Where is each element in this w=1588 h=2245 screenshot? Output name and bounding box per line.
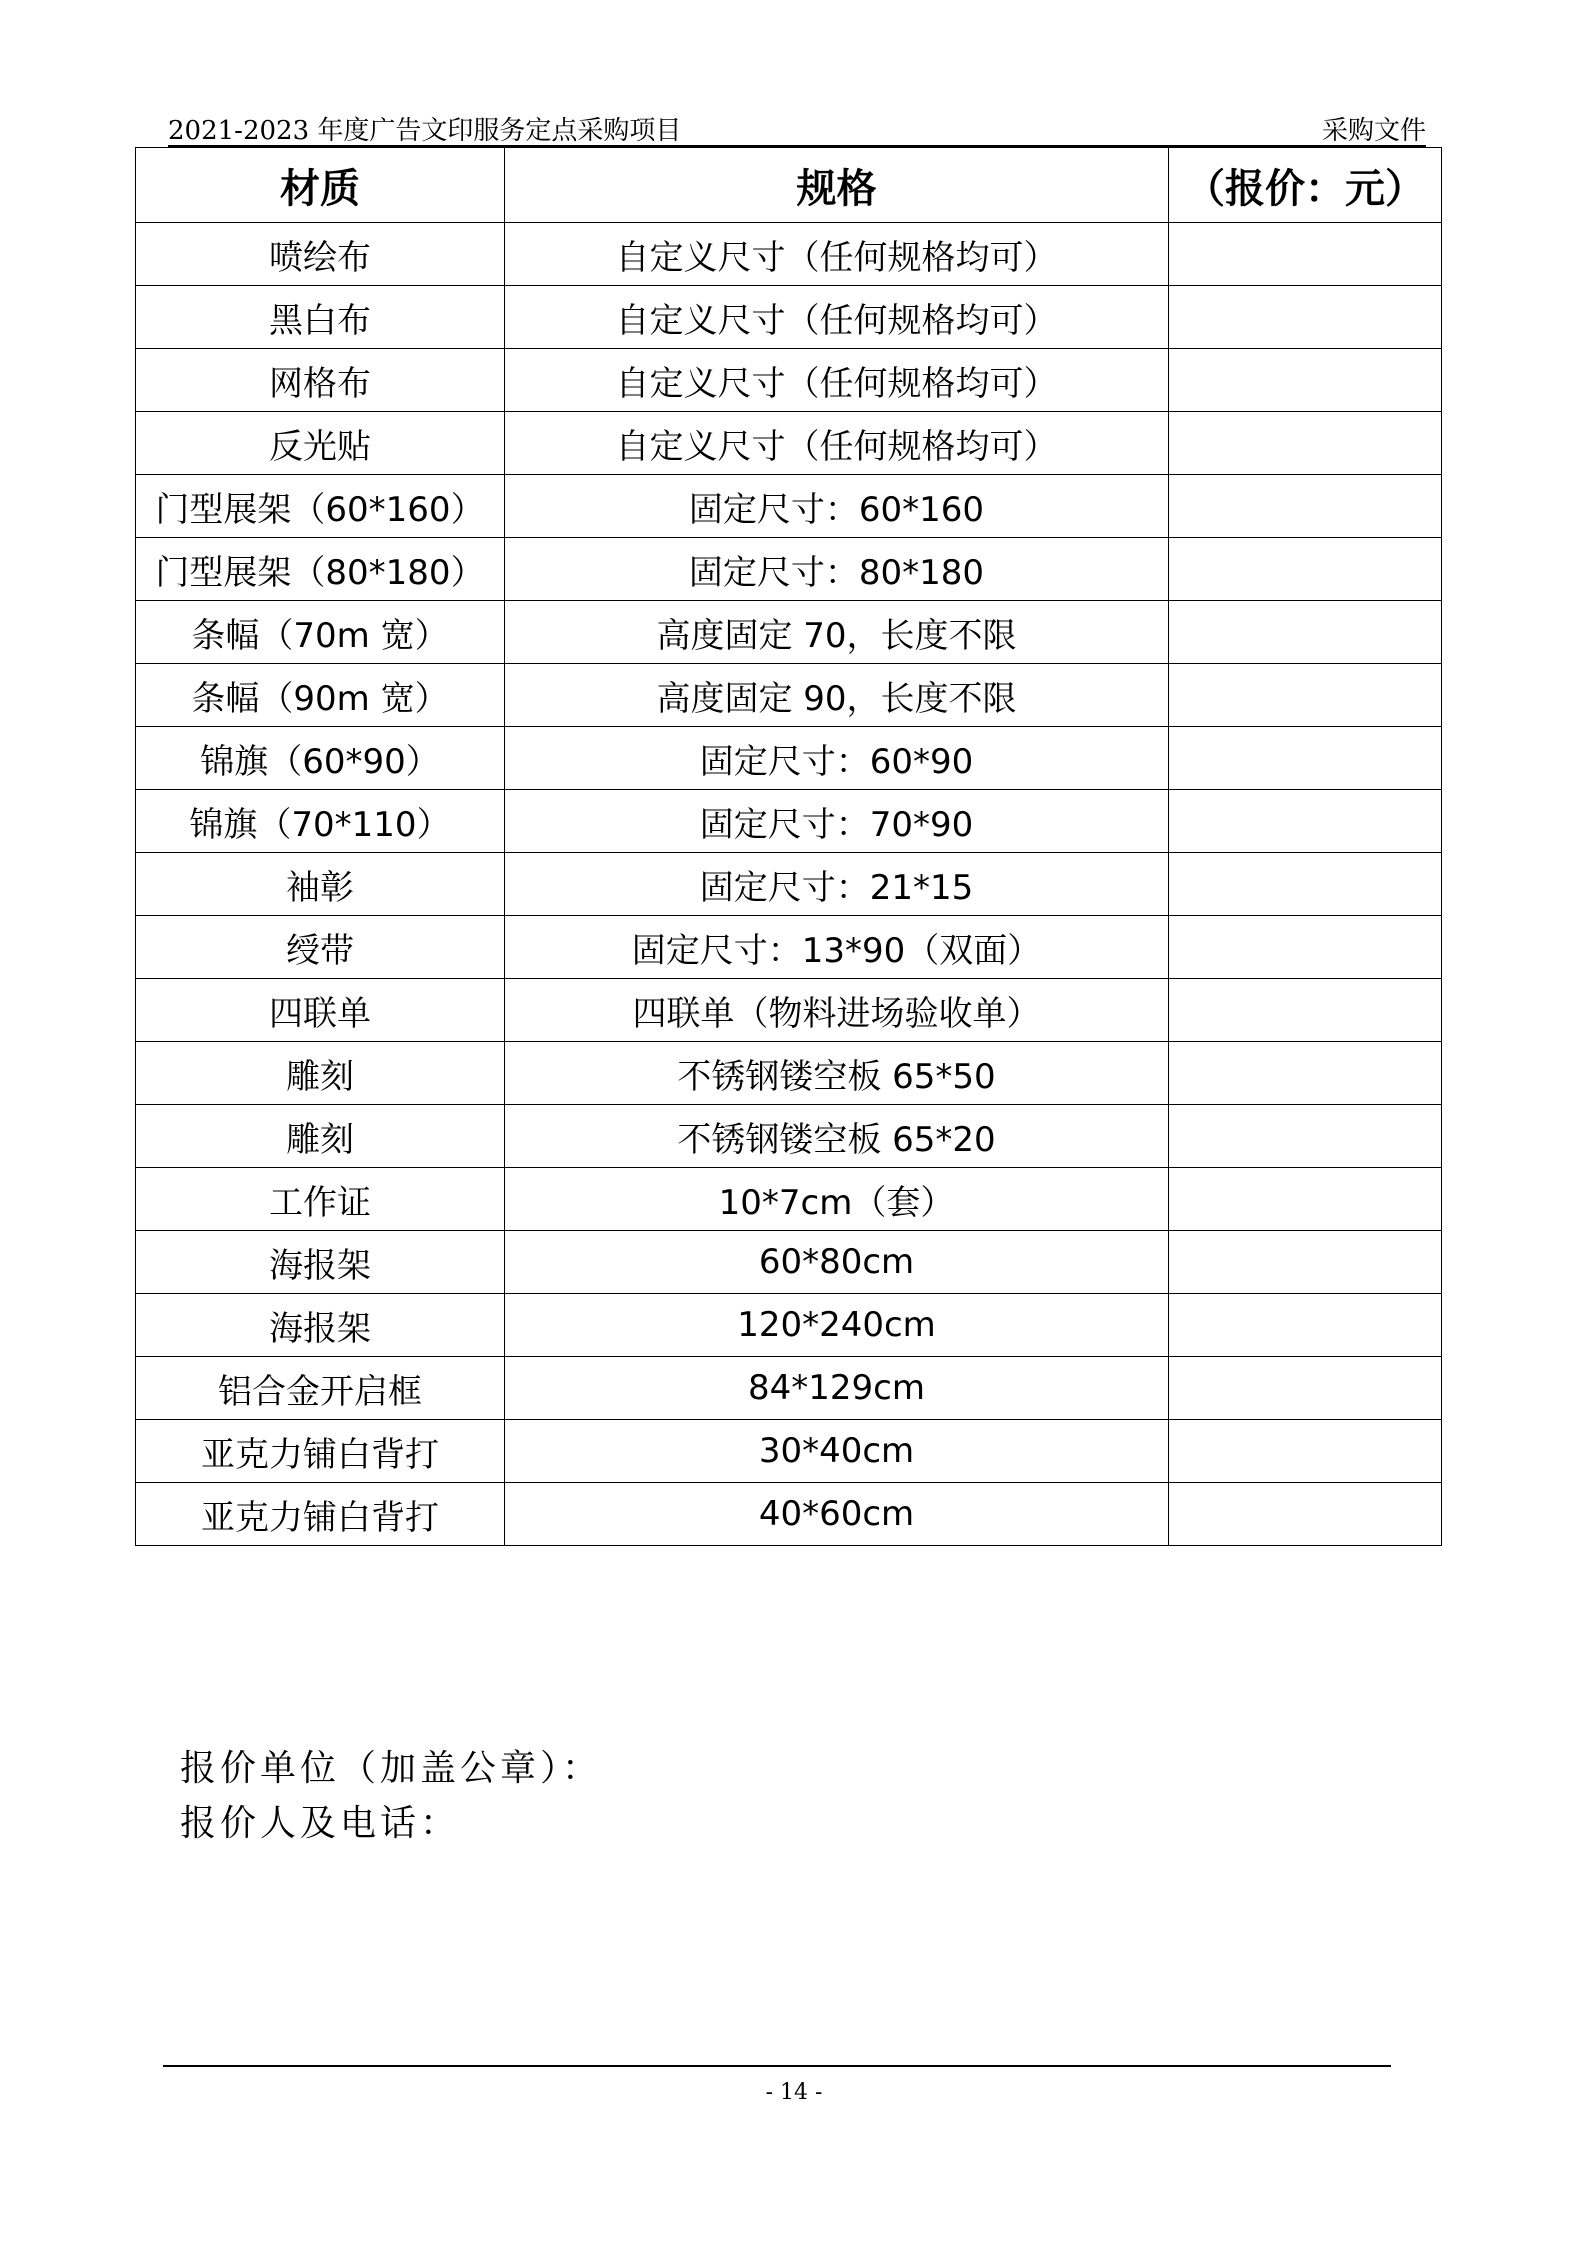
cell-material: 黑白布: [136, 286, 505, 349]
cell-price[interactable]: [1169, 1042, 1442, 1105]
footer-divider: [163, 2065, 1391, 2067]
cell-price[interactable]: [1169, 790, 1442, 853]
cell-price[interactable]: [1169, 1294, 1442, 1357]
cell-material: 喷绘布: [136, 223, 505, 286]
cell-price[interactable]: [1169, 1483, 1442, 1546]
cell-price[interactable]: [1169, 538, 1442, 601]
cell-material: 条幅（70m 宽）: [136, 601, 505, 664]
cell-material: 袖彰: [136, 853, 505, 916]
cell-material: 门型展架（60*160）: [136, 475, 505, 538]
table-row: [136, 1168, 1442, 1231]
cell-price[interactable]: [1169, 853, 1442, 916]
table-row: [136, 727, 1442, 790]
table-row: [136, 979, 1442, 1042]
table-row: [136, 1294, 1442, 1357]
table-header-row: [136, 148, 1442, 223]
column-header-price: （报价：元）: [1169, 148, 1442, 223]
cell-spec: 不锈钢镂空板 65*50: [505, 1042, 1169, 1105]
table-row: [136, 1357, 1442, 1420]
cell-spec: 固定尺寸：13*90（双面）: [505, 916, 1169, 979]
cell-material: 工作证: [136, 1168, 505, 1231]
cell-material: 雕刻: [136, 1105, 505, 1168]
cell-price[interactable]: [1169, 916, 1442, 979]
cell-material: 海报架: [136, 1231, 505, 1294]
table-row: [136, 475, 1442, 538]
cell-price[interactable]: [1169, 349, 1442, 412]
cell-material: 雕刻: [136, 1042, 505, 1105]
cell-material: 亚克力铺白背打: [136, 1483, 505, 1546]
cell-price[interactable]: [1169, 601, 1442, 664]
cell-price[interactable]: [1169, 1168, 1442, 1231]
cell-material: 锦旗（60*90）: [136, 727, 505, 790]
table-row: [136, 1105, 1442, 1168]
table-row: [136, 790, 1442, 853]
cell-spec: 高度固定 90，长度不限: [505, 664, 1169, 727]
column-header-material: 材质: [136, 148, 505, 223]
cell-spec: 自定义尺寸（任何规格均可）: [505, 286, 1169, 349]
cell-spec: 固定尺寸：21*15: [505, 853, 1169, 916]
cell-material: 条幅（90m 宽）: [136, 664, 505, 727]
cell-spec: 自定义尺寸（任何规格均可）: [505, 223, 1169, 286]
cell-material: 网格布: [136, 349, 505, 412]
table-row: [136, 1042, 1442, 1105]
table-row: [136, 664, 1442, 727]
cell-spec: 40*60cm: [505, 1483, 1169, 1546]
cell-spec: 固定尺寸：80*180: [505, 538, 1169, 601]
quoting-unit-label: 报价单位（加盖公章）：: [180, 1748, 603, 1789]
cell-price[interactable]: [1169, 1357, 1442, 1420]
cell-price[interactable]: [1169, 664, 1442, 727]
cell-spec: 固定尺寸：60*160: [505, 475, 1169, 538]
table-row: [136, 286, 1442, 349]
table-row: [136, 349, 1442, 412]
table-row: [136, 916, 1442, 979]
cell-price[interactable]: [1169, 727, 1442, 790]
cell-spec: 60*80cm: [505, 1231, 1169, 1294]
cell-spec: 高度固定 70，长度不限: [505, 601, 1169, 664]
table-row: [136, 223, 1442, 286]
cell-price[interactable]: [1169, 1105, 1442, 1168]
cell-spec: 不锈钢镂空板 65*20: [505, 1105, 1169, 1168]
cell-spec: 30*40cm: [505, 1420, 1169, 1483]
table-row: [136, 853, 1442, 916]
table-row: [136, 601, 1442, 664]
cell-spec: 自定义尺寸（任何规格均可）: [505, 412, 1169, 475]
cell-spec: 四联单（物料进场验收单）: [505, 979, 1169, 1042]
cell-price[interactable]: [1169, 475, 1442, 538]
cell-material: 反光贴: [136, 412, 505, 475]
cell-spec: 固定尺寸：60*90: [505, 727, 1169, 790]
cell-spec: 84*129cm: [505, 1357, 1169, 1420]
cell-material: 绶带: [136, 916, 505, 979]
cell-material: 锦旗（70*110）: [136, 790, 505, 853]
table-row: [136, 1420, 1442, 1483]
cell-material: 四联单: [136, 979, 505, 1042]
cell-spec: 固定尺寸：70*90: [505, 790, 1169, 853]
table-row: [136, 538, 1442, 601]
table-row: [136, 1483, 1442, 1546]
cell-spec: 120*240cm: [505, 1294, 1169, 1357]
table-row: [136, 1231, 1442, 1294]
cell-material: 亚克力铺白背打: [136, 1420, 505, 1483]
cell-spec: 自定义尺寸（任何规格均可）: [505, 349, 1169, 412]
project-title: 2021-2023 年度广告文印服务定点采购项目: [168, 116, 682, 146]
cell-price[interactable]: [1169, 286, 1442, 349]
table-row: [136, 412, 1442, 475]
cell-price[interactable]: [1169, 1231, 1442, 1294]
quoter-phone-label: 报价人及电话：: [180, 1803, 461, 1844]
column-header-spec: 规格: [505, 148, 1169, 223]
cell-price[interactable]: [1169, 412, 1442, 475]
cell-price[interactable]: [1169, 979, 1442, 1042]
page-header: [168, 110, 1426, 144]
price-quote-table: [135, 147, 1442, 1546]
cell-material: 门型展架（80*180）: [136, 538, 505, 601]
cell-price[interactable]: [1169, 223, 1442, 286]
cell-material: 海报架: [136, 1294, 505, 1357]
document-type: 采购文件: [1321, 116, 1426, 146]
cell-spec: 10*7cm（套）: [505, 1168, 1169, 1231]
table-body: [136, 223, 1442, 1546]
cell-material: 铝合金开启框: [136, 1357, 505, 1420]
cell-price[interactable]: [1169, 1420, 1442, 1483]
page-number: - 14 -: [765, 2080, 823, 2105]
